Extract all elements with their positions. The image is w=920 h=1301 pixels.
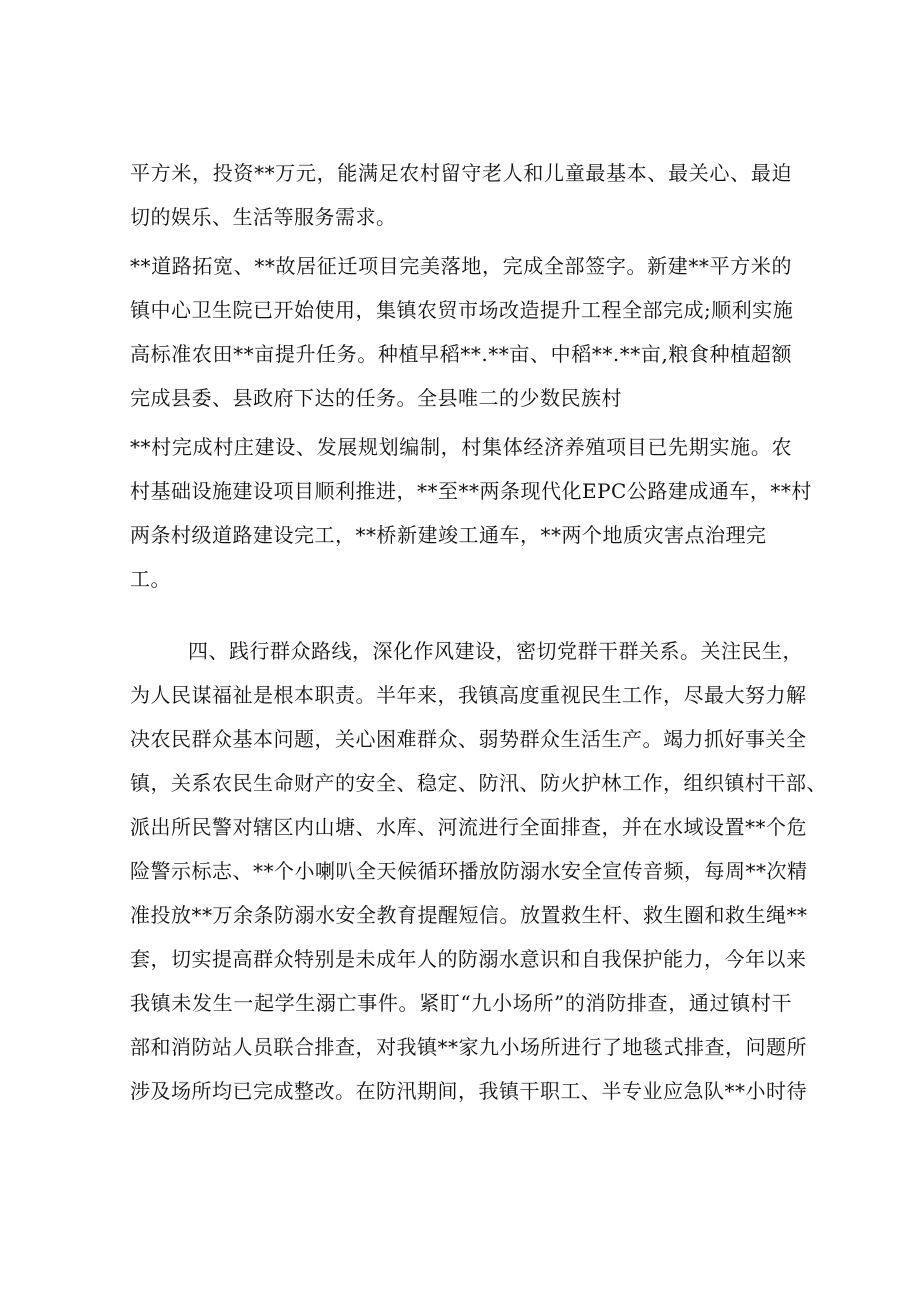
text-line: **村完成村庄建设、发展规划编制，村集体经济养殖项目已先期实施。农 [130, 435, 792, 459]
text-line: 派出所民警对辖区内山塘、水库、河流进行全面排查，并在水域设置**个危 [130, 815, 807, 839]
text-line: 高标准农田**亩提升任务。种植早稻**.**亩、中稻**.**亩,粮食种植超额 [130, 342, 792, 366]
text-line: 准投放**万余条防溺水安全教育提醒短信。放置救生杆、救生圈和救生绳** [130, 903, 808, 927]
text-line: 镇中心卫生院已开始使用，集镇农贸市场改造提升工程全部完成;顺利实施 [130, 298, 794, 322]
text-line: 镇，关系农民生命财产的安全、稳定、防汛、防火护林工作，组织镇村干部、 [130, 771, 827, 795]
text-line: 村基础设施建设项目顺利推进，**至**两条现代化EPC公路建成通车，**村 [130, 479, 812, 503]
text-line: 平方米，投资**万元，能满足农村留守老人和儿童最基本、最关心、最迫 [130, 161, 792, 185]
text-line: 两条村级道路建设完工，**桥新建竣工通车，**两个地质灾害点治理完 [130, 523, 767, 547]
text-line: 部和消防站人员联合排查，对我镇**家九小场所进行了地毯式排查，问题所 [130, 1035, 807, 1059]
text-line: 套，切实提高群众特别是未成年人的防溺水意识和自我保护能力，今年以来 [130, 947, 807, 971]
text-line: 我镇未发生一起学生溺亡事件。紧盯“九小场所”的消防排查，通过镇村干 [130, 991, 792, 1015]
text-line: 切的娱乐、生活等服务需求。 [130, 205, 397, 229]
text-line: **道路拓宽、**故居征迁项目完美落地，完成全部签字。新建**平方米的 [130, 254, 792, 278]
text-line: 险警示标志、**个小喇叭全天候循环播放防溺水安全宣传音频，每周**次精 [130, 859, 808, 883]
section-heading-line: 四、践行群众路线，深化作风建设，密切党群干群关系。关注民生， [188, 639, 803, 663]
text-line: 工。 [130, 567, 171, 591]
text-line: 涉及场所均已完成整改。在防汛期间，我镇干职工、半专业应急队**小时待 [130, 1079, 807, 1103]
text-line: 决农民群众基本问题，关心困难群众、弱势群众生活生产。竭力抓好事关全 [130, 727, 807, 751]
text-line: 完成县委、县政府下达的任务。全县唯二的少数民族村 [130, 386, 622, 410]
text-line: 为人民谋福祉是根本职责。半年来，我镇高度重视民生工作，尽最大努力解 [130, 683, 807, 707]
